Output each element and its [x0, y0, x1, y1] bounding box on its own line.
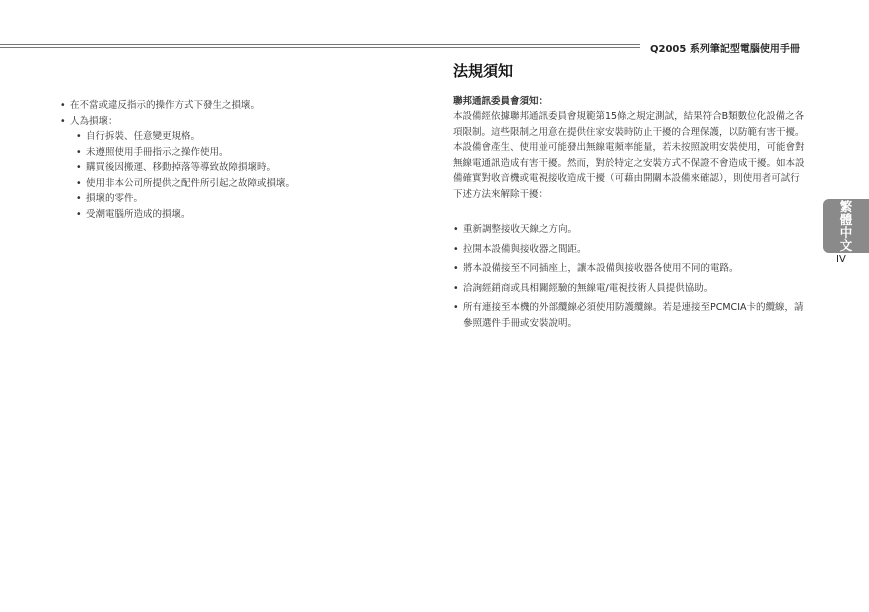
list-item: • 拉開本設備與接收器之間距。: [453, 242, 805, 258]
language-tab: [823, 199, 869, 253]
list-item-label: 人為損壞：: [70, 115, 118, 127]
page-number: IV: [836, 254, 846, 265]
list-item: [60, 114, 390, 223]
regulatory-section: [453, 64, 805, 335]
remedy-list: [453, 222, 805, 331]
header-rule-top: [0, 44, 640, 45]
sub-list-item: • 購買後因搬運、移動掉落等導致故障損壞時。: [76, 160, 390, 176]
list-item: • 重新調整接收天線之方向。: [453, 222, 805, 238]
sub-list-item: • 損壞的零件。: [76, 191, 390, 207]
language-tab-char: 體: [839, 212, 853, 227]
list-item: • 將本設備接至不同插座上，讓本設備與接收器各使用不同的電路。: [453, 261, 805, 277]
warranty-exclusions: [60, 98, 390, 222]
header-rule-bottom: [0, 47, 640, 48]
section-title: 法規須知: [453, 62, 514, 80]
language-tab-char: 中: [839, 225, 853, 240]
language-tab-char: 文: [839, 238, 853, 253]
list-item: • 在不當或違反指示的操作方式下發生之損壞。: [60, 98, 390, 114]
language-tab-char: 繁: [839, 199, 853, 214]
paragraph: 本設備會產生、使用並可能發出無線電頻率能量，若未按照說明安裝使用，可能會對無線電通訊造成有害干擾。然而，對於特定之安裝方式不保證不會造成干擾。如本設備確實對收音機或電視接收造成干擾（可藉由開關本設備來確認），則使用者可試行下述方法來解除干擾：: [453, 142, 805, 200]
list-item: • 所有連接至本機的外部纜線必須使用防護纜線。若是連接至PCMCIA卡的纜線，請參照選件手冊或安裝說明。: [453, 300, 805, 331]
sub-list: [76, 129, 390, 222]
manual-title: Q2005 系列筆記型電腦使用手冊: [650, 44, 800, 55]
paragraph: 本設備經依據聯邦通訊委員會規範第15條之規定測試，結果符合B類數位化設備之各項限制。這些限制之用意在提供住家安裝時防止干擾的合理保護，以防範有害干擾。: [453, 111, 805, 138]
sub-list-item: • 自行拆裝、任意變更規格。: [76, 129, 390, 145]
list-item: • 洽詢經銷商或具相關經驗的無線電/電視技術人員提供協助。: [453, 281, 805, 297]
fcc-heading: 聯邦通訊委員會須知：: [453, 95, 549, 107]
sub-list-item: • 使用非本公司所提供之配件所引起之故障或損壞。: [76, 176, 390, 192]
sub-list-item: • 未遵照使用手冊指示之操作使用。: [76, 145, 390, 161]
sub-list-item: • 受潮電腦所造成的損壞。: [76, 207, 390, 223]
